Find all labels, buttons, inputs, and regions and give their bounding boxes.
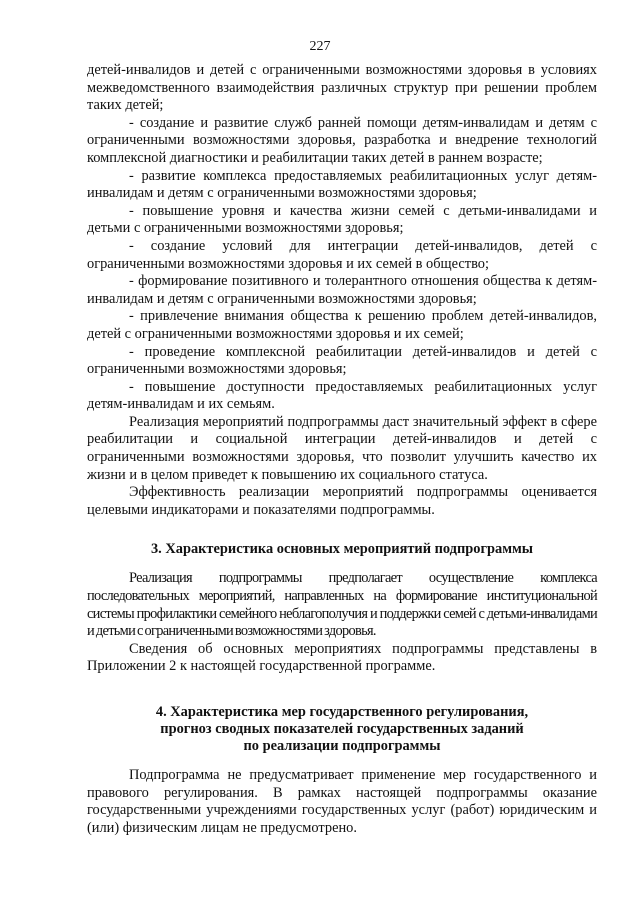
list-item: - развитие комплекса предоставляемых реабилитационных услуг детям-инвалидам и детям с ограниченными возможностями здоровья;	[87, 167, 597, 202]
list-item: - повышение уровня и качества жизни семей с детьми-инвалидами и детьми с ограниченными возможностями здоровья;	[87, 202, 597, 237]
section-3-heading: 3. Характеристика основных мероприятий подпрограммы	[150, 541, 534, 558]
section-4-heading	[87, 704, 597, 755]
paragraph: Эффективность реализации мероприятий подпрограммы оценивается целевыми индикаторами и показателями подпрограммы.	[87, 484, 597, 518]
list-item: - создание и развитие служб ранней помощи детям-инвалидам и детям с ограниченными возможностями здоровья, разработка и внедрение технологий комплексной диагностики и реабилитации таких детей в раннем возрасте;	[87, 114, 597, 166]
page-number: 227	[309, 39, 331, 54]
heading-line: по реализации подпрограммы	[243, 738, 441, 754]
paragraph: Подпрограмма не предусматривает применение мер государственного и правового регулирования. В рамках настоящей подпрограммы оказание государственными учреждениями государственных услуг (работ) юридическим и (или) физическим лицам не предусмотрено.	[87, 767, 597, 836]
paragraph: Реализация мероприятий подпрограммы даст значительный эффект в сфере реабилитации и социальной интеграции детей-инвалидов и детей с ограниченными возможностями здоровья, что позволит улучшить качество их жизни и в целом приведет к повышению их социального статуса.	[87, 413, 597, 483]
heading-line: 4. Характеристика мер государственного регулирования,	[155, 704, 529, 720]
page-body	[87, 62, 597, 837]
list-item: - повышение доступности предоставляемых реабилитационных услуг детям-инвалидам и их семьям.	[87, 378, 597, 413]
paragraph: Реализация подпрограммы предполагает осуществление комплекса последовательных мероприятий, направленных на формирование институциональной системы профилактики семейного неблагополучия и поддержки семей с детьми-инвалидами и детьми с ограниченными возможностями здоровья.	[87, 570, 597, 640]
paragraph-continuation: детей-инвалидов и детей с ограниченными возможностями здоровья в условиях межведомственного взаимодействия различных структур при решении проблем таких детей;	[87, 62, 597, 114]
list-item: - проведение комплексной реабилитации детей-инвалидов и детей с ограниченными возможностями здоровья;	[87, 343, 597, 378]
heading-line: прогноз сводных показателей государственных заданий	[160, 721, 524, 737]
list-item: - формирование позитивного и толерантного отношения общества к детям-инвалидам и детям с ограниченными возможностями здоровья;	[87, 273, 597, 307]
paragraph: Сведения об основных мероприятиях подпрограммы представлены в Приложении 2 к настоящей государственной программе.	[87, 640, 597, 675]
list-item: - привлечение внимания общества к решению проблем детей-инвалидов, детей с ограниченными возможностями здоровья и их семей;	[87, 308, 597, 342]
list-item: - создание условий для интеграции детей-инвалидов, детей с ограниченными возможностями здоровья и их семей в общество;	[87, 237, 597, 272]
